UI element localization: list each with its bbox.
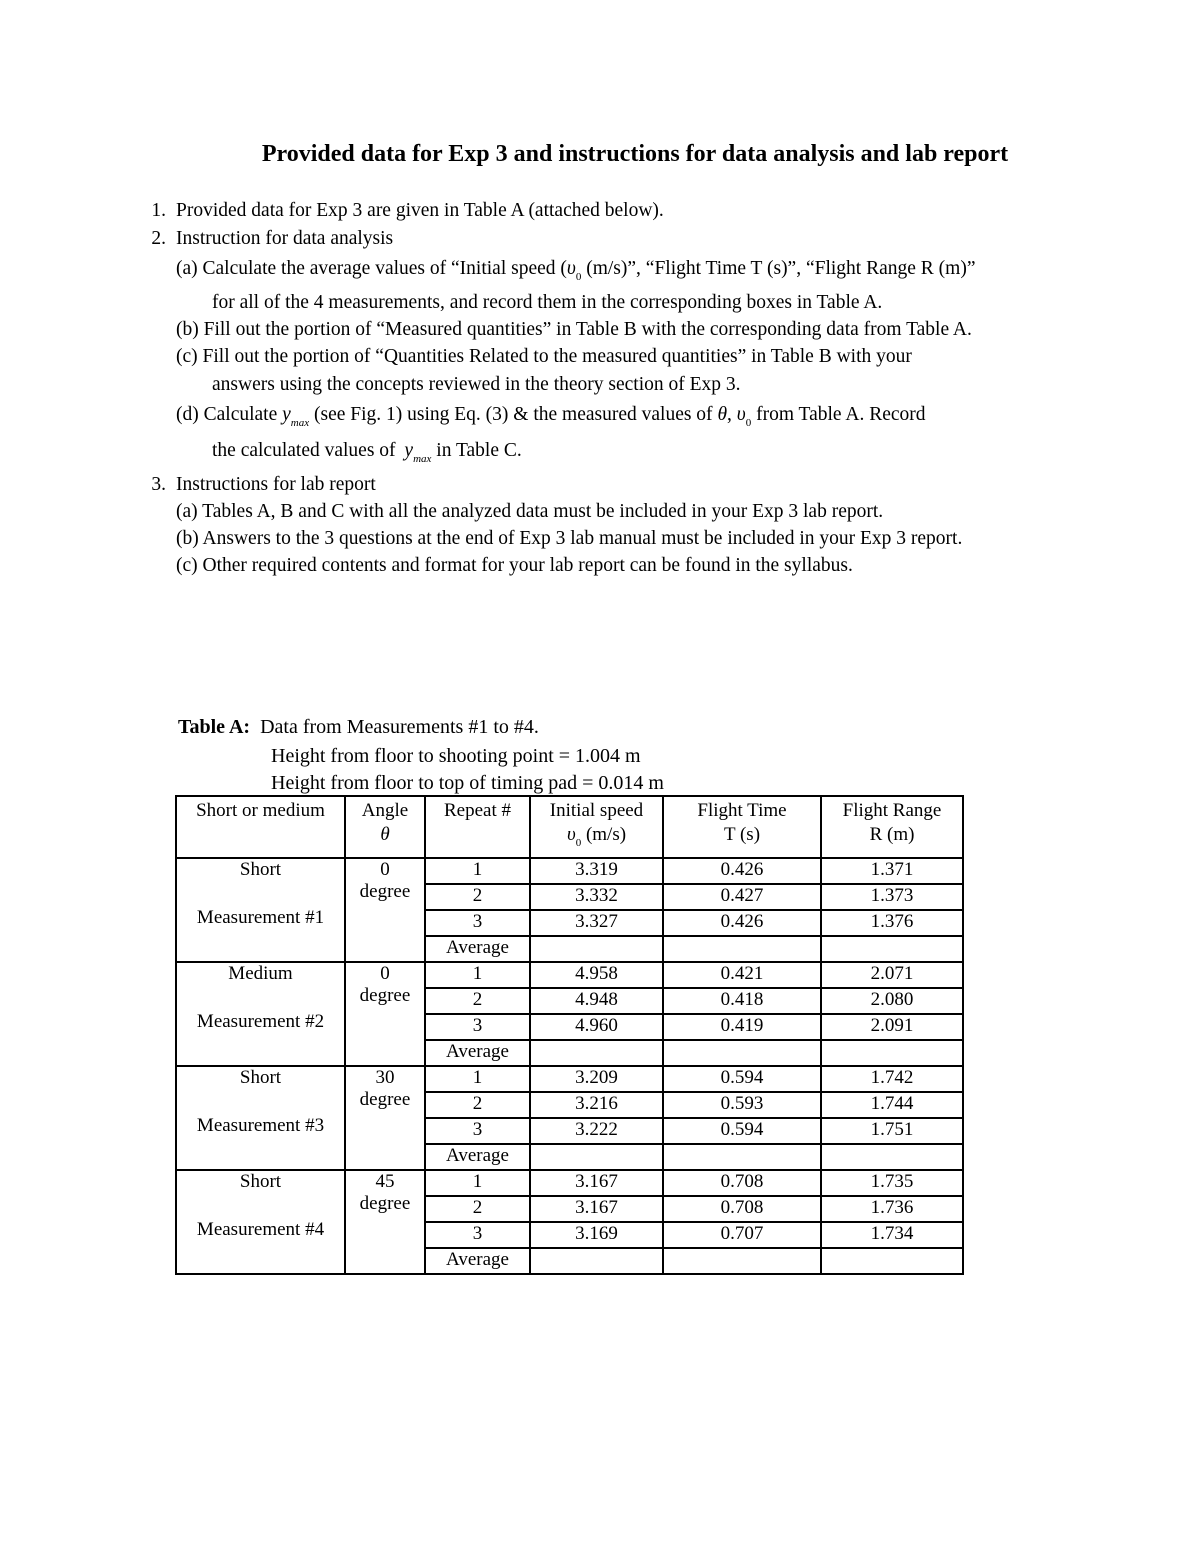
flight-time-cell: 0.426 — [663, 858, 821, 884]
header-flight-time — [663, 796, 821, 858]
initial-speed-cell: 3.222 — [530, 1118, 663, 1144]
average-range-cell[interactable] — [821, 936, 963, 962]
header-text: Initial speed — [549, 800, 644, 821]
angle-unit: degree — [359, 1193, 411, 1214]
average-speed-cell[interactable] — [530, 1248, 663, 1274]
angle-cell — [345, 962, 425, 1066]
flight-time-cell: 0.594 — [663, 1118, 821, 1144]
header-text: (m/s) — [581, 824, 627, 845]
initial-speed-cell: 3.167 — [530, 1196, 663, 1222]
average-label-cell: Average — [425, 1248, 530, 1274]
repeat-cell: 2 — [425, 1092, 530, 1118]
subitem-2c: (c) Fill out the portion of “Quantities Related to the measured quantities” in Table B with your — [176, 346, 912, 367]
measurement-cell — [176, 1066, 345, 1170]
text: the calculated values of — [212, 440, 401, 461]
initial-speed-cell: 3.209 — [530, 1066, 663, 1092]
subitem-3b: (b) Answers to the 3 questions at the end of Exp 3 lab manual must be included in your Exp 3 report. — [176, 528, 963, 549]
angle-value: 0 — [380, 859, 390, 880]
caption-text: Data from Measurements #1 to #4. — [250, 716, 539, 738]
caption-label: Table A: — [178, 716, 251, 738]
spacer — [177, 985, 344, 1011]
subitem-2d — [176, 404, 926, 429]
subitem-2a — [176, 258, 976, 283]
subitem-2a-cont: for all of the 4 measurements, and record them in the corresponding boxes in Table A. — [212, 292, 883, 313]
table-row — [176, 962, 963, 988]
initial-speed-cell: 3.327 — [530, 910, 663, 936]
text: (d) Calculate — [176, 404, 283, 425]
table-row — [176, 1170, 963, 1196]
average-range-cell[interactable] — [821, 1248, 963, 1274]
flight-range-cell: 1.742 — [821, 1066, 963, 1092]
repeat-cell: 1 — [425, 1066, 530, 1092]
flight-range-cell: 2.091 — [821, 1014, 963, 1040]
flight-time-cell: 0.593 — [663, 1092, 821, 1118]
caption-line-1 — [178, 716, 539, 739]
upsilon-symbol: υ — [736, 404, 746, 425]
average-time-cell[interactable] — [663, 1144, 821, 1170]
angle-value: 45 — [375, 1171, 395, 1192]
average-speed-cell[interactable] — [530, 936, 663, 962]
initial-speed-cell: 3.167 — [530, 1170, 663, 1196]
angle-cell — [345, 1170, 425, 1274]
item-text: Instruction for data analysis — [176, 228, 394, 249]
page-title: Provided data for Exp 3 and instructions for data analysis and lab report — [261, 141, 1009, 167]
measurement-cell — [176, 962, 345, 1066]
header-text: Flight Time — [697, 800, 787, 821]
subitem-2b: (b) Fill out the portion of “Measured quantities” in Table B with the corresponding data from Table A. — [176, 319, 972, 340]
average-time-cell[interactable] — [663, 1248, 821, 1274]
header-text: Flight Range — [842, 800, 942, 821]
flight-time-cell: 0.707 — [663, 1222, 821, 1248]
text: , — [727, 404, 737, 425]
upsilon-symbol: υ — [566, 824, 576, 845]
average-time-cell[interactable] — [663, 1040, 821, 1066]
subitem-3c: (c) Other required contents and format for your lab report can be found in the syllabus. — [176, 555, 853, 576]
flight-range-cell: 1.751 — [821, 1118, 963, 1144]
subitem-2c-cont: answers using the concepts reviewed in the theory section of Exp 3. — [212, 374, 741, 395]
subscript: max — [413, 453, 432, 465]
flight-range-cell: 1.744 — [821, 1092, 963, 1118]
average-speed-cell[interactable] — [530, 1144, 663, 1170]
flight-time-cell: 0.426 — [663, 910, 821, 936]
angle-cell — [345, 1066, 425, 1170]
item-text: Provided data for Exp 3 are given in Table A (attached below). — [176, 200, 664, 221]
text: (see Fig. 1) using Eq. (3) & the measured values of — [309, 404, 718, 425]
initial-speed-cell: 4.958 — [530, 962, 663, 988]
average-label-cell: Average — [425, 936, 530, 962]
initial-speed-cell: 3.319 — [530, 858, 663, 884]
initial-speed-cell: 3.169 — [530, 1222, 663, 1248]
header-short-or-medium — [176, 796, 345, 858]
caption-line-2: Height from floor to shooting point = 1.004 m — [271, 745, 641, 767]
average-speed-cell[interactable] — [530, 1040, 663, 1066]
y-symbol: y — [282, 404, 291, 425]
angle-unit: degree — [359, 1089, 411, 1110]
upsilon-symbol: υ — [566, 258, 576, 279]
repeat-cell: 1 — [425, 858, 530, 884]
subscript: 0 — [745, 417, 752, 429]
subitem-2d-cont — [212, 440, 522, 465]
text: in Table C. — [431, 440, 522, 461]
flight-time-cell: 0.594 — [663, 1066, 821, 1092]
item-number: 3. — [151, 474, 166, 495]
spacer — [177, 1193, 344, 1219]
y-symbol: y — [404, 440, 414, 461]
measurement-label: Measurement #3 — [196, 1115, 325, 1136]
caption-line-3: Height from floor to top of timing pad = 0.014 m — [271, 772, 664, 794]
flight-range-cell: 1.376 — [821, 910, 963, 936]
measurement-cell — [176, 1170, 345, 1274]
flight-time-cell: 0.708 — [663, 1196, 821, 1222]
measurement-label: Measurement #1 — [196, 907, 325, 928]
header-text: Repeat # — [443, 800, 511, 821]
text: (m/s)”, “Flight Time T (s)”, “Flight Range R (m)” — [581, 258, 976, 279]
data-table-a — [175, 795, 964, 1275]
repeat-cell: 3 — [425, 1222, 530, 1248]
repeat-cell: 3 — [425, 910, 530, 936]
measurement-type: Medium — [228, 963, 293, 984]
theta-symbol: θ — [380, 824, 390, 845]
initial-speed-cell: 4.948 — [530, 988, 663, 1014]
average-label-cell: Average — [425, 1040, 530, 1066]
initial-speed-cell: 3.332 — [530, 884, 663, 910]
flight-time-cell: 0.421 — [663, 962, 821, 988]
text: (a) Calculate the average values of “Initial speed ( — [176, 258, 567, 279]
flight-range-cell: 1.735 — [821, 1170, 963, 1196]
flight-time-cell: 0.419 — [663, 1014, 821, 1040]
repeat-cell: 1 — [425, 1170, 530, 1196]
header-text: R (m) — [869, 824, 915, 845]
repeat-cell: 2 — [425, 1196, 530, 1222]
header-text: T (s) — [723, 824, 761, 845]
subitem-3a: (a) Tables A, B and C with all the analyzed data must be included in your Exp 3 lab report. — [176, 501, 884, 522]
angle-value: 0 — [380, 963, 390, 984]
header-repeat — [425, 796, 530, 858]
text: from Table A. Record — [751, 404, 926, 425]
average-label-cell: Average — [425, 1144, 530, 1170]
table-header-row — [176, 796, 963, 858]
measurement-type: Short — [239, 1067, 282, 1088]
item-text: Instructions for lab report — [176, 474, 376, 495]
measurement-label: Measurement #2 — [196, 1011, 325, 1032]
subscript: 0 — [575, 271, 582, 283]
measurement-type: Short — [239, 1171, 282, 1192]
spacer — [177, 1089, 344, 1115]
subscript: max — [290, 417, 310, 429]
repeat-cell: 2 — [425, 988, 530, 1014]
table-row — [176, 1066, 963, 1092]
theta-symbol: θ — [717, 404, 728, 425]
header-angle — [345, 796, 425, 858]
repeat-cell: 3 — [425, 1118, 530, 1144]
initial-speed-cell: 4.960 — [530, 1014, 663, 1040]
angle-unit: degree — [359, 985, 411, 1006]
flight-range-cell: 2.080 — [821, 988, 963, 1014]
initial-speed-cell: 3.216 — [530, 1092, 663, 1118]
header-flight-range — [821, 796, 963, 858]
angle-unit: degree — [359, 881, 411, 902]
flight-range-cell: 2.071 — [821, 962, 963, 988]
item-number: 2. — [151, 228, 166, 249]
table-body — [176, 858, 963, 1274]
header-text: Angle — [361, 800, 409, 821]
spacer — [177, 881, 344, 907]
flight-range-cell: 1.736 — [821, 1196, 963, 1222]
measurement-cell — [176, 858, 345, 962]
repeat-cell: 2 — [425, 884, 530, 910]
measurement-label: Measurement #4 — [196, 1219, 325, 1240]
flight-time-cell: 0.708 — [663, 1170, 821, 1196]
table-row — [176, 858, 963, 884]
flight-range-cell: 1.373 — [821, 884, 963, 910]
flight-time-cell: 0.427 — [663, 884, 821, 910]
header-initial-speed — [530, 796, 663, 858]
angle-cell — [345, 858, 425, 962]
average-range-cell[interactable] — [821, 1144, 963, 1170]
repeat-cell: 1 — [425, 962, 530, 988]
repeat-cell: 3 — [425, 1014, 530, 1040]
header-text: Short or medium — [196, 800, 325, 821]
average-range-cell[interactable] — [821, 1040, 963, 1066]
measurement-type: Short — [239, 859, 282, 880]
angle-value: 30 — [375, 1067, 395, 1088]
flight-range-cell: 1.371 — [821, 858, 963, 884]
average-time-cell[interactable] — [663, 936, 821, 962]
flight-range-cell: 1.734 — [821, 1222, 963, 1248]
flight-time-cell: 0.418 — [663, 988, 821, 1014]
item-number: 1. — [151, 200, 166, 221]
subscript: 0 — [575, 837, 582, 849]
